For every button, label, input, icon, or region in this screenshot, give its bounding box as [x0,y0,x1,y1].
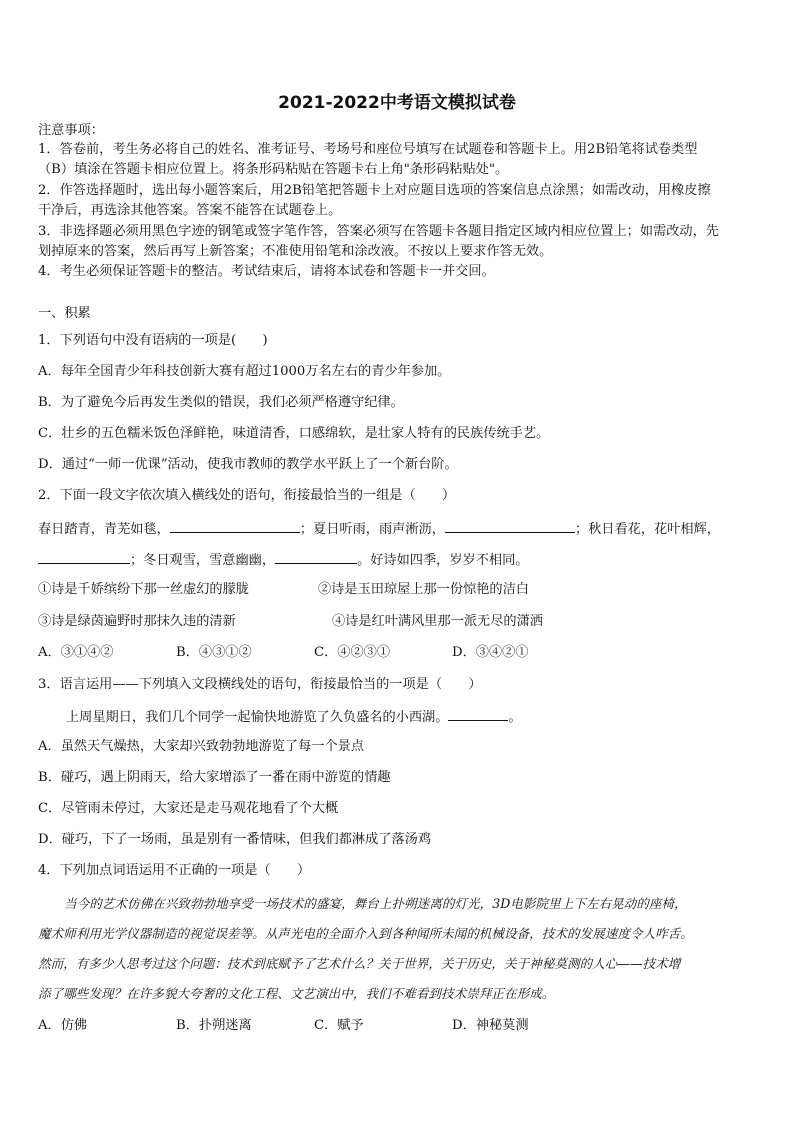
answer-blank [170,518,300,533]
q2-choice: ②诗是玉田琼屋上那一份惊艳的洁白 [318,582,529,597]
q2-choice: ①诗是千娇缤纷下那一丝虚幻的朦胧 [38,582,249,597]
q4-passage-line: 当今的艺术仿佛在兴致勃勃地享受一场技术的盛宴，舞台上扑朔迷离的灯光，3D电影院里上下左右晃动的座椅， [64,896,687,911]
notice-line: 4．考生必须保证答题卡的整洁。考试结束后，请将本试卷和答题卡一并交回。 [38,264,495,279]
q2-text-line-2 [38,549,529,571]
q4-option-b: B．扑朔迷离 [176,1018,252,1033]
q1-option-c: C．壮乡的五色糯米饭色泽鲜艳，味道清香，口感绵软，是壮家人特有的民族传统手艺。 [38,426,550,441]
q2-option-a: A．③①④② [38,645,114,660]
notice-line: 干净后，再选涂其他答案。答案不能答在试题卷上。 [38,203,342,218]
notice-line: 3．非选择题必须用黑色字迹的钢笔或签字笔作答，答案必须写在答题卡各题目指定区域内相应位置上；如需改动，先 [38,224,719,239]
question-3-stem: 3．语言运用——下列填入文段横线处的语句，衔接最恰当的一项是（ ） [38,677,482,692]
notice-line: 2．作答选择题时，选出每小题答案后，用2B铅笔把答题卡上对应题目选项的答案信息点涂黑；如需改动，用橡皮擦 [38,183,711,198]
q4-passage [38,889,758,1009]
q2-text-segment: ；冬日观雪，雪意幽幽， [130,553,276,568]
q4-passage-line: 然而，有多少人思考过这个问题：技术到底赋予了艺术什么？关于世界，关于历史，关于神秘莫测的人心——技术增 [38,956,681,971]
q2-option-c: C．④②③① [314,645,391,660]
q2-text-line-1 [38,518,720,540]
q3-passage [66,706,522,728]
q2-choice: ④诗是红叶满风里那一派无尽的潇洒 [332,614,543,629]
q2-text-segment: 。好诗如四季，岁岁不相同。 [357,553,529,568]
page-title: 2021-2022中考语文模拟试卷 [278,93,516,113]
q4-option-d: D．神秘莫测 [452,1018,529,1033]
q3-passage-end: 。 [508,710,522,725]
q4-option-c: C．赋予 [314,1018,364,1033]
q2-choice: ③诗是绿茵遍野时那抹久违的清新 [38,614,236,629]
q2-option-d: D．③④②① [452,645,529,660]
q4-passage-line: 添了哪些发现？在许多貌大夸奢的文化工程、文艺演出中，我们不难看到技术崇拜正在形成。 [38,986,555,1001]
q4-option-a: A．仿佛 [38,1018,88,1033]
q2-text-segment: 春日踏青，青芜如毯， [38,522,170,537]
answer-blank [38,549,130,564]
q3-option-c: C．尽管雨未停过，大家还是走马观花地看了个大概 [38,801,339,816]
question-4-stem: 4．下列加点词语运用不正确的一项是（ ） [38,863,311,878]
question-2-stem: 2．下面一段文字依次填入横线处的语句，衔接最恰当的一组是（ ） [38,488,456,503]
notice-line: （B）填涂在答题卡相应位置上。将条形码粘贴在答题卡右上角"条形码粘贴处"。 [38,162,509,177]
answer-blank [275,549,357,564]
notice-heading: 注意事项： [38,123,104,138]
q2-text-segment: ；秋日看花，花叶相辉， [574,522,720,537]
q2-option-b: B．④③①② [176,645,252,660]
q3-option-d: D．碰巧，下了一场雨，虽是别有一番情味，但我们都淋成了落汤鸡 [38,832,432,847]
notice-line: 划掉原来的答案，然后再写上新答案；不准使用铅笔和涂改液。不按以上要求作答无效。 [38,244,553,259]
answer-blank [448,706,508,721]
answer-blank [445,518,575,533]
q2-text-segment: ；夏日听雨，雨声淅沥， [299,522,445,537]
q3-option-a: A．虽然天气燥热，大家却兴致勃勃地游览了每一个景点 [38,739,365,754]
question-1-stem: 1．下列语句中没有语病的一项是( ) [38,333,268,348]
section-heading: 一、积累 [38,306,91,321]
q1-option-a: A．每年全国青少年科技创新大赛有超过1000万名左右的青少年参加。 [38,364,451,379]
notice-line: 1．答卷前，考生务必将自己的姓名、准考证号、考场号和座位号填写在试题卷和答题卡上。用2B铅笔将试卷类型 [38,142,698,157]
q3-passage-text: 上周星期日，我们几个同学一起愉快地游览了久负盛名的小西湖。 [66,710,449,725]
q1-option-b: B．为了避免今后再发生类似的错误，我们必须严格遵守纪律。 [38,395,404,410]
q1-option-d: D．通过“一师一优课”活动，使我市教师的教学水平跃上了一个新台阶。 [38,457,458,472]
q4-passage-line: 魔术师利用光学仪器制造的视觉误差等。从声光电的全面介入到各种闻所未闻的机械设备，技术的发展速度令人咋舌。 [38,926,693,941]
q3-option-b: B．碰巧，遇上阴雨天，给大家增添了一番在雨中游览的情趣 [38,770,391,785]
